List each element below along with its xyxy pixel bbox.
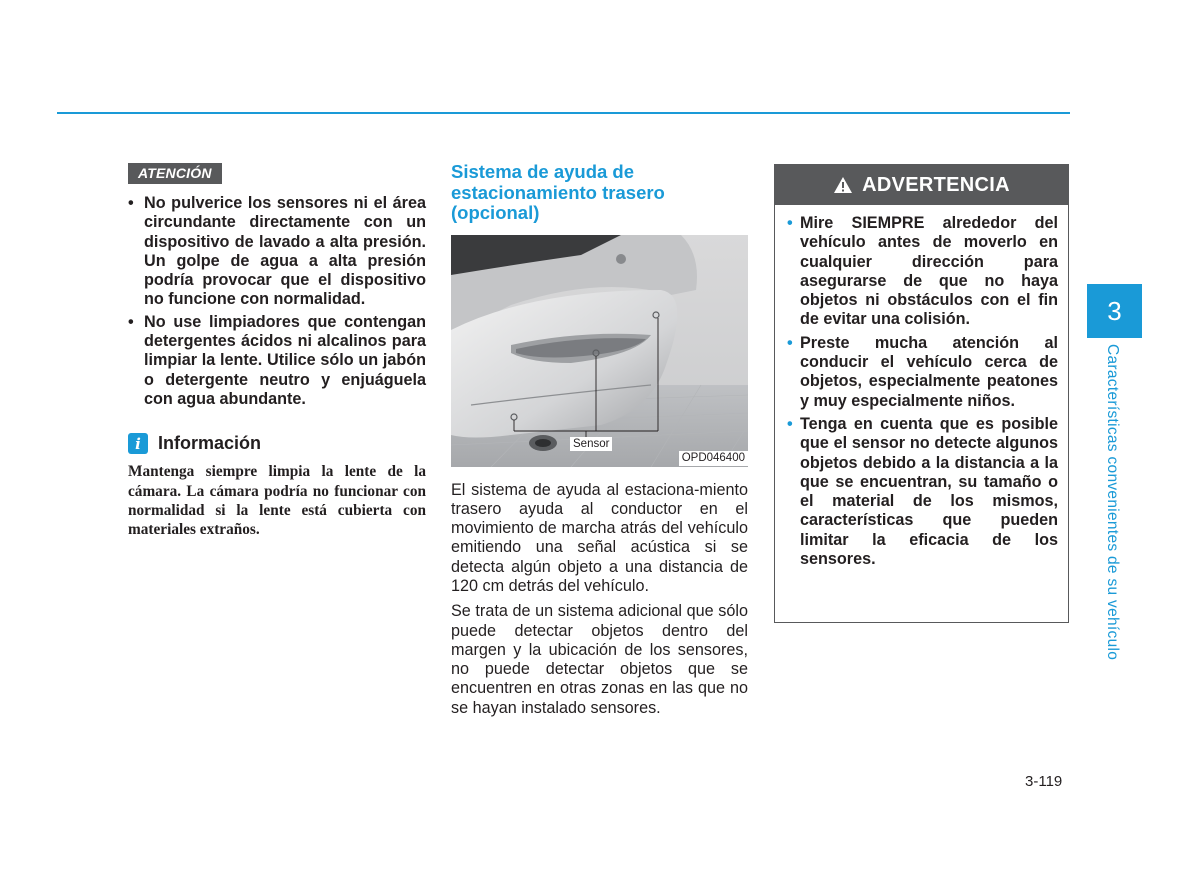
warning-item-text: Mire SIEMPRE alrededor del vehículo antes de moverlo en cualquier dirección para asegurarse de que no haya objetos ni obstáculos con el fin de evitar una colisión. — [800, 214, 1058, 329]
warning-item: • Tenga en cuenta que es posible que el sensor no detecte algunos objetos debido a la distancia a la que se encuentran, su tamaño o el material de los mismos, características que pueden limitar la eficacia de los sensores. — [787, 414, 1058, 569]
parking-section — [451, 162, 748, 718]
warning-box — [774, 164, 1069, 623]
info-body: Mantenga siempre limpia la lente de la cámara. La cámara podría no funcionar con normalidad si la lente está cubierta con materiales extraños. — [128, 463, 426, 539]
info-header — [128, 433, 426, 454]
warning-title: ADVERTENCIA — [862, 173, 1010, 196]
info-title: Información — [158, 433, 262, 454]
chapter-title: Características convenientes de su vehículo — [1104, 344, 1121, 661]
caution-item: • No pulverice los sensores ni el área circundante directamente con un dispositivo de lavado a alta presión. Un golpe de agua a alta presión podría provocar que el dispositivo no funcione con normalidad. — [128, 194, 426, 309]
warning-triangle-icon — [833, 176, 853, 194]
warning-item: • Mire SIEMPRE alrededor del vehículo antes de moverlo en cualquier dirección para asegurarse de que no haya objetos ni obstáculos con el fin de evitar una colisión. — [787, 214, 1058, 329]
caution-item-text: No use limpiadores que contengan detergentes ácidos ni alcalinos para limpiar la lente. Utilice sólo un jabón o detergente neutro y enjuáguela con agua abundante. — [144, 312, 426, 408]
caution-badge: ATENCIÓN — [128, 163, 222, 184]
figure-code: OPD046400 — [679, 451, 748, 466]
page-number: 3-119 — [1025, 773, 1063, 790]
warning-item-text: Preste mucha atención al conducir el vehículo cerca de objetos, especialmente peatones y muy especialmente niños. — [800, 333, 1058, 410]
top-rule — [57, 112, 1070, 114]
paragraph: Se trata de un sistema adicional que sólo puede detectar objetos dentro del margen y la ubicación de los sensores, no puede detectar objetos que se encuentren en otras zonas en las que no se hayan instalado sensores. — [451, 602, 748, 717]
rear-bumper-illustration — [451, 235, 748, 467]
chapter-tab: 3 — [1087, 284, 1142, 338]
warning-item-text: Tenga en cuenta que es posible que el sensor no detecte algunos objetos debido a la distancia a la que se encuentran, su tamaño o el material de los mismos, características que pueden limitar la eficacia de los sensores. — [800, 414, 1058, 569]
caution-column — [128, 163, 426, 540]
section-title: Sistema de ayuda de estacionamiento trasero (opcional) — [451, 161, 665, 223]
warning-list — [775, 214, 1068, 569]
caution-list — [128, 194, 426, 409]
sensor-label: Sensor — [570, 437, 612, 451]
rear-bumper-figure — [451, 235, 748, 467]
warning-item: • Preste mucha atención al conducir el vehículo cerca de objetos, especialmente peatones y muy especialmente niños. — [787, 333, 1058, 410]
info-icon: i — [128, 433, 148, 454]
paragraph: El sistema de ayuda al estaciona-miento trasero ayuda al conductor en el movimiento de marcha atrás del vehículo emitiendo una señal acústica si se detecta algún objeto a una distancia de 120 cm detrás del vehículo. — [451, 480, 748, 595]
caution-item-text: No pulverice los sensores ni el área circundante directamente con un dispositivo de lavado a alta presión. Un golpe de agua a alta presión podría provocar que el dispositivo no funcione con normalidad. — [144, 194, 426, 309]
caution-item: • No use limpiadores que contengan detergentes ácidos ni alcalinos para limpiar la lente. Utilice sólo un jabón o detergente neutro y enjuáguela con agua abundante. — [128, 312, 426, 408]
warning-header — [775, 165, 1068, 205]
